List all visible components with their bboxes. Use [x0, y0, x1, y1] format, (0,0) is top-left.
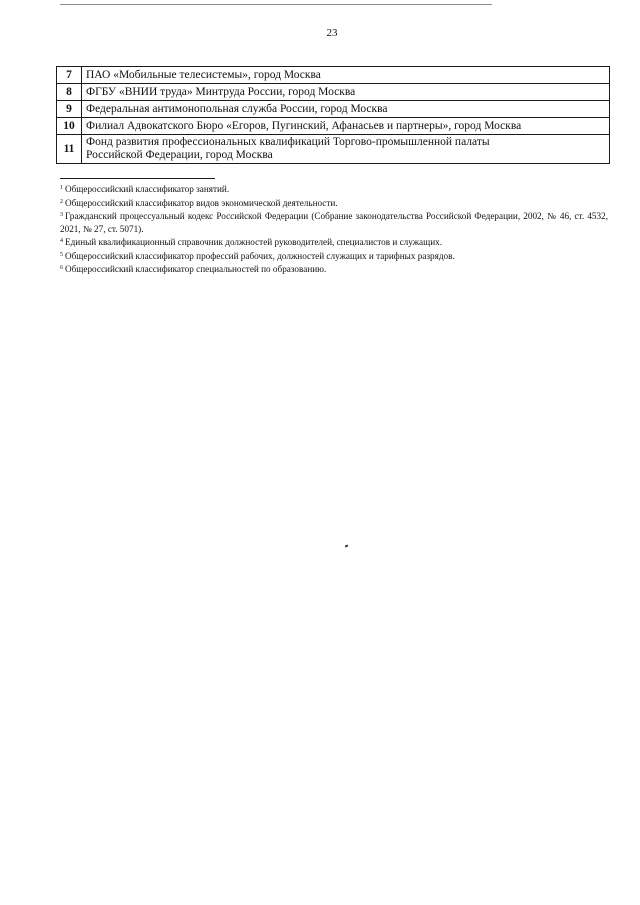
footnote-mark: 5 — [60, 251, 63, 258]
footnote-text: Гражданский процессуальный кодекс Российской Федерации (Собрание законодательства Российской Федерации, 2002, № 46, ст. 4532, 2021, № 27, ст. 5071). — [60, 211, 608, 234]
footnote-mark: 1 — [60, 185, 63, 191]
organization-name: Фонд развития профессиональных квалификаций Торгово-промышленной палаты Российской Федерации, город Москва — [82, 135, 610, 164]
table-row — [57, 84, 610, 101]
table-row — [57, 67, 610, 84]
organization-name: ФГБУ «ВНИИ труда» Минтруда России, город Москва — [82, 84, 610, 101]
page-number: 23 — [326, 27, 338, 39]
top-rule — [60, 4, 492, 5]
footnote — [60, 235, 608, 249]
scan-speck — [345, 544, 349, 547]
footnote-mark: 6 — [60, 265, 63, 271]
footnote-mark: 2 — [60, 198, 63, 205]
table-row — [57, 101, 610, 118]
organization-name: Федеральная антимонопольная служба России, город Москва — [82, 101, 610, 118]
footnote — [60, 262, 608, 276]
footnote-text: Общероссийский классификатор занятий. — [65, 184, 230, 194]
row-number: 11 — [57, 135, 82, 164]
footnote — [60, 196, 608, 210]
organizations-table — [56, 66, 610, 164]
organization-name: Филиал Адвокатского Бюро «Егоров, Пугинский, Афанасьев и партнеры», город Москва — [82, 118, 610, 135]
row-number: 8 — [57, 84, 82, 101]
footnote — [60, 249, 608, 263]
footnote-text: Общероссийский классификатор специальностей по образованию. — [65, 264, 327, 274]
row-number: 9 — [57, 101, 82, 118]
footnote — [60, 182, 608, 196]
footnote-mark: 3 — [60, 212, 63, 218]
footnote-separator — [60, 178, 215, 179]
row-number: 7 — [57, 67, 82, 84]
organization-name: ПАО «Мобильные телесистемы», город Москва — [82, 67, 610, 84]
footnote-text: Единый квалификационный справочник должностей руководителей, специалистов и служащих. — [65, 237, 443, 247]
footnote — [60, 209, 608, 235]
row-number: 10 — [57, 118, 82, 135]
footnote-text: Общероссийский классификатор профессий рабочих, должностей служащих и тарифных разрядов. — [65, 250, 455, 261]
table-row — [57, 118, 610, 135]
footnotes — [60, 182, 608, 276]
table-row — [57, 135, 610, 164]
footnote-text: Общероссийский классификатор видов экономической деятельности. — [65, 197, 338, 208]
footnote-mark: 4 — [60, 238, 63, 244]
